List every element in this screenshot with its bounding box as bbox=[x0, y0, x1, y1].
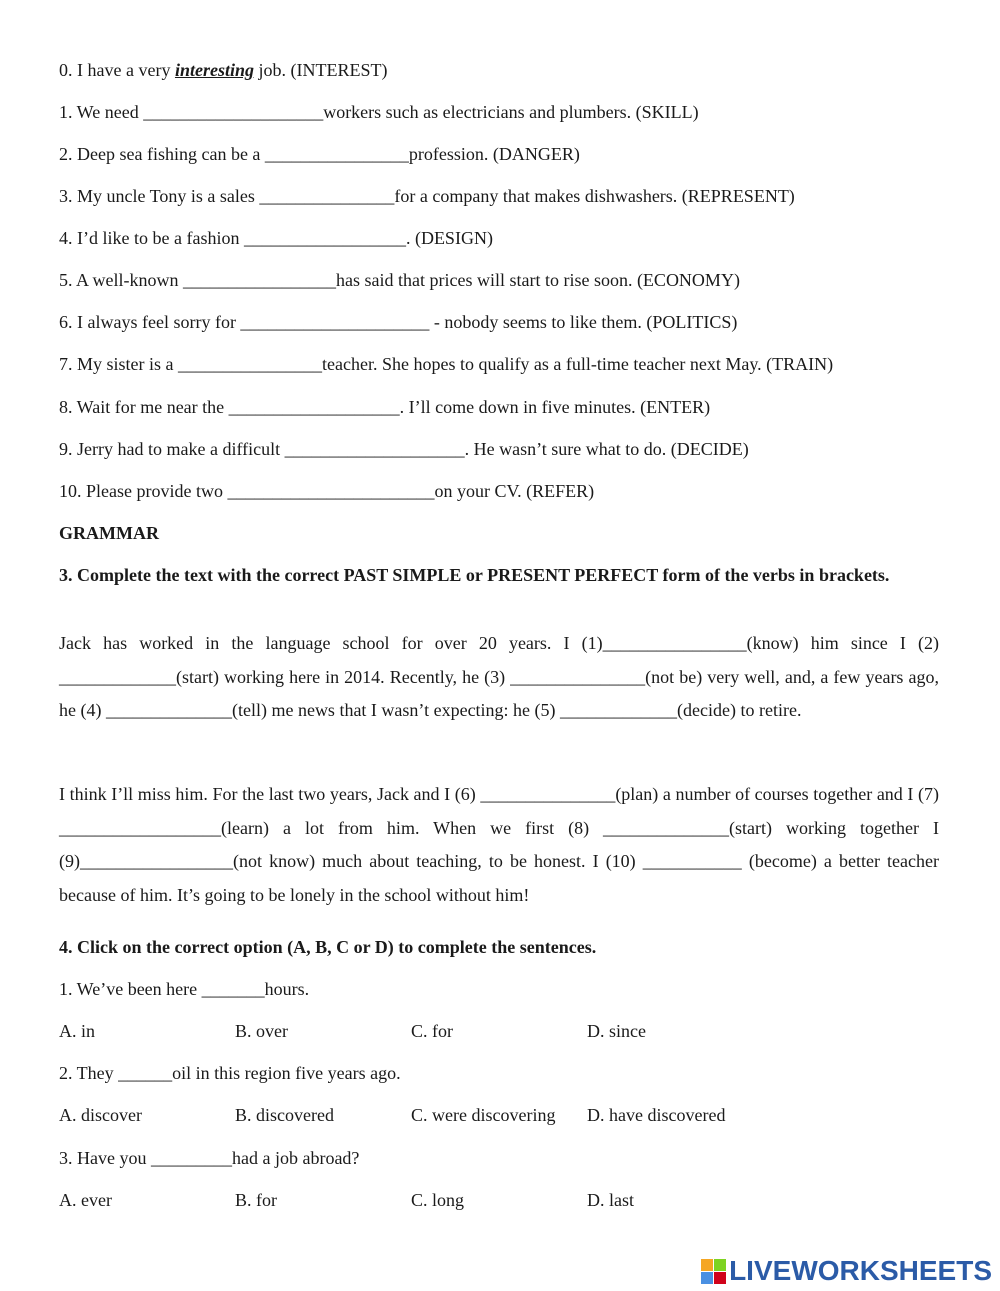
logo-cube bbox=[714, 1259, 726, 1271]
task3-paragraph-2[interactable] bbox=[59, 778, 939, 912]
vocab-item-9[interactable]: 9. Jerry had to make a difficult ____________________. He wasn’t sure what to do. (DECIDE) bbox=[59, 439, 749, 459]
question-1-stem[interactable]: 1. We’ve been here _______hours. bbox=[59, 979, 310, 999]
example-answer: interesting bbox=[174, 60, 254, 80]
task3-paragraph-1[interactable] bbox=[59, 627, 939, 728]
q1-option-b[interactable]: B. over bbox=[235, 1021, 288, 1041]
vocab-item-8[interactable]: 8. Wait for me near the ___________________. I’ll come down in five minutes. (ENTER) bbox=[59, 397, 711, 417]
task4-title: 4. Click on the correct option (A, B, C or D) to complete the sentences. bbox=[59, 937, 597, 957]
q2-option-b[interactable]: B. discovered bbox=[235, 1105, 334, 1125]
question-3-stem[interactable]: 3. Have you _________had a job abroad? bbox=[59, 1148, 360, 1168]
logo-cube bbox=[701, 1259, 713, 1271]
logo-cube bbox=[714, 1272, 726, 1284]
example-post: job. (INTEREST) bbox=[253, 60, 388, 80]
logo-cubes-icon bbox=[701, 1259, 726, 1284]
paragraph-2-text[interactable]: I think I’ll miss him. For the last two years, Jack and I (6) _______________(plan) a number of courses together and I (7) __________________(learn) a lot from him. When we first (8) ______________(start) working together I (9)_________________(not know) much about teaching, to be honest. I (10) ___________ (become) a better teacher because of him. It’s going to be lonely in the school without him! bbox=[59, 784, 939, 905]
vocab-item-1[interactable]: 1. We need ____________________workers such as electricians and plumbers. (SKILL) bbox=[59, 102, 699, 122]
vocab-item-4[interactable]: 4. I’d like to be a fashion __________________. (DESIGN) bbox=[59, 228, 493, 248]
logo-cube bbox=[701, 1272, 713, 1284]
q1-option-a[interactable]: A. in bbox=[59, 1021, 95, 1041]
q3-option-c[interactable]: C. long bbox=[411, 1190, 465, 1210]
q2-option-d[interactable]: D. have discovered bbox=[587, 1105, 726, 1125]
task3-title: 3. Complete the text with the correct PAST SIMPLE or PRESENT PERFECT form of the verbs in brackets. bbox=[59, 565, 890, 585]
paragraph-1-text[interactable]: Jack has worked in the language school for over 20 years. I (1)________________(know) him since I (2) _____________(start) working here in 2014. Recently, he (3) _______________(not be) very well, and, a few years ago, he (4) ______________(tell) me news that I wasn’t expecting: he (5) _____________(decide) to retire. bbox=[59, 633, 939, 721]
question-2-stem[interactable]: 2. They ______oil in this region five years ago. bbox=[59, 1063, 401, 1083]
example-pre: 0. I have a very bbox=[59, 60, 175, 80]
q1-option-c[interactable]: C. for bbox=[411, 1021, 453, 1041]
liveworksheets-logo bbox=[701, 1256, 992, 1286]
grammar-heading: GRAMMAR bbox=[59, 523, 159, 543]
q2-option-a[interactable]: A. discover bbox=[59, 1105, 142, 1125]
q3-option-d[interactable]: D. last bbox=[587, 1190, 634, 1210]
vocab-item-5[interactable]: 5. A well-known _________________has said that prices will start to rise soon. (ECONOMY) bbox=[59, 270, 740, 290]
vocab-item-2[interactable]: 2. Deep sea fishing can be a ________________profession. (DANGER) bbox=[59, 144, 580, 164]
vocab-item-3[interactable]: 3. My uncle Tony is a sales _______________for a company that makes dishwashers. (REPRESENT) bbox=[59, 186, 795, 206]
q3-option-a[interactable]: A. ever bbox=[59, 1190, 112, 1210]
q3-option-b[interactable]: B. for bbox=[235, 1190, 277, 1210]
example-sentence bbox=[59, 59, 387, 81]
vocab-item-10[interactable]: 10. Please provide two _______________________on your CV. (REFER) bbox=[59, 481, 595, 501]
vocab-item-6[interactable]: 6. I always feel sorry for _____________________ - nobody seems to like them. (POLITICS) bbox=[59, 312, 738, 332]
q2-option-c[interactable]: C. were discovering bbox=[411, 1105, 556, 1125]
logo-text: LIVEWORKSHEETS bbox=[729, 1255, 992, 1286]
vocab-item-7[interactable]: 7. My sister is a ________________teacher. She hopes to qualify as a full-time teacher next May. (TRAIN) bbox=[59, 354, 834, 374]
q1-option-d[interactable]: D. since bbox=[587, 1021, 646, 1041]
